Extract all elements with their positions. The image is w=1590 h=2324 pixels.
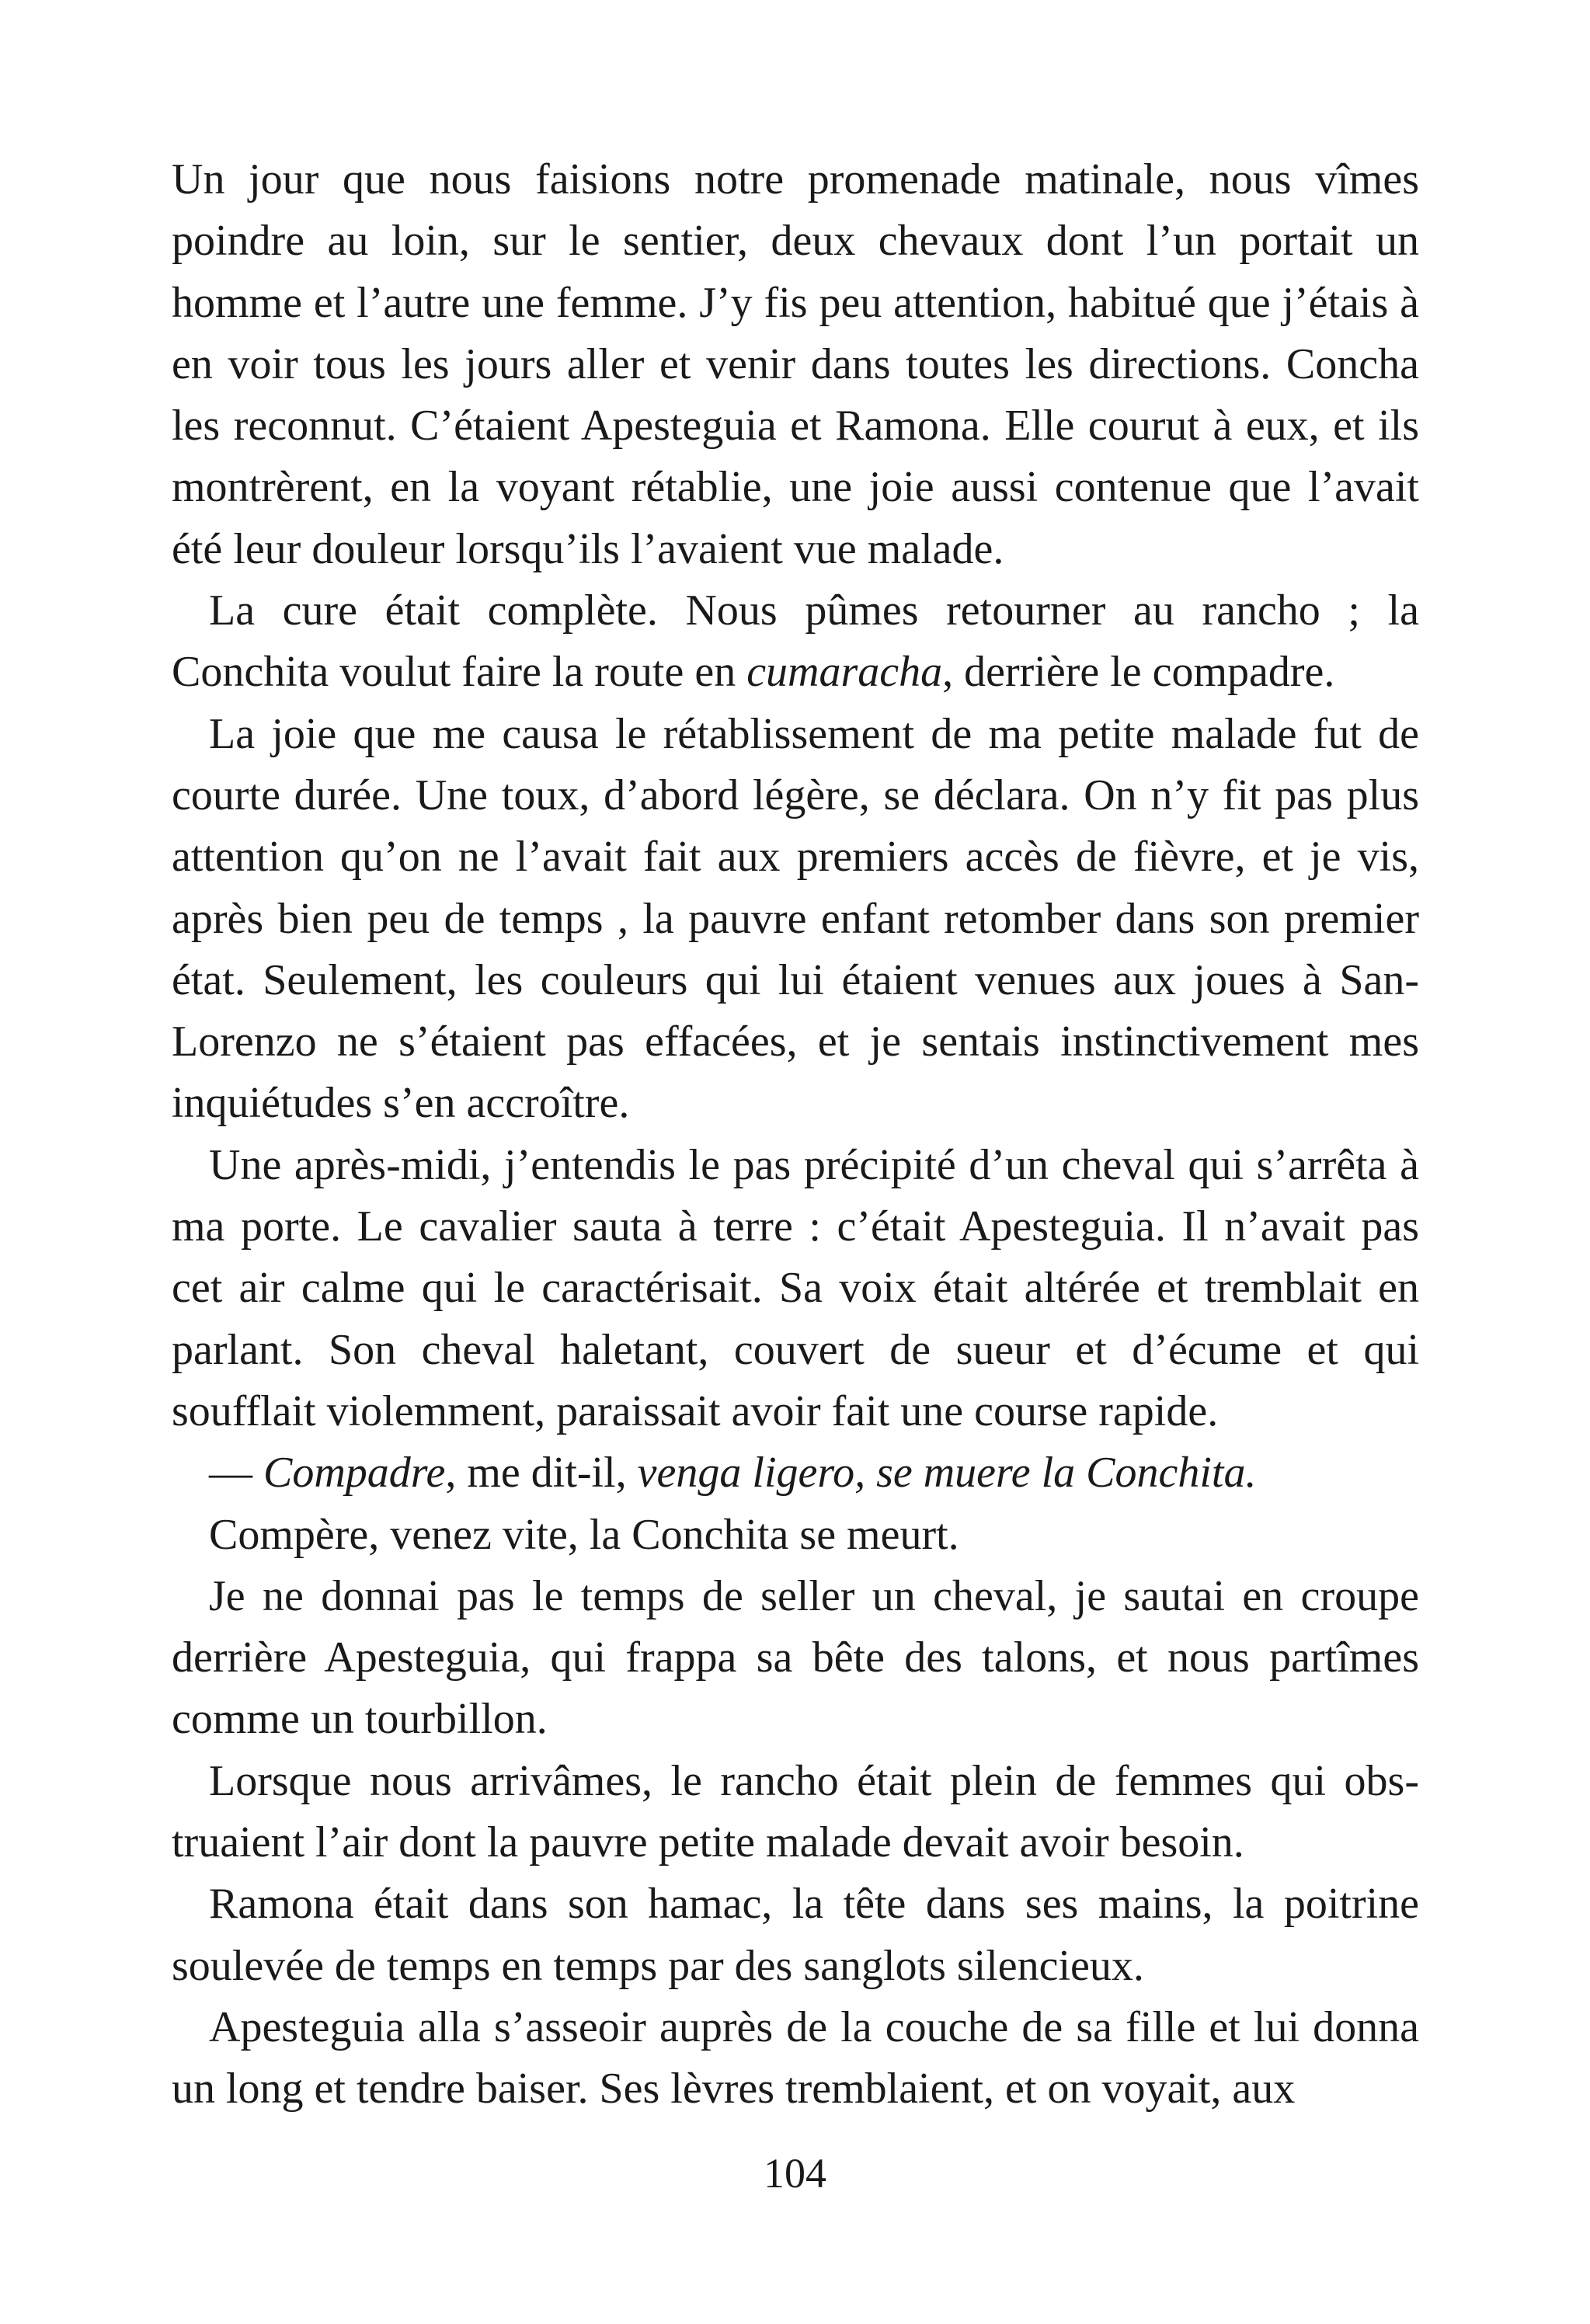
- italic-phrase: Compadre: [263, 1449, 446, 1498]
- text-run: , me dit-il,: [445, 1449, 638, 1498]
- body-text: [172, 149, 1419, 2120]
- text-run: , derrière le compadre.: [942, 648, 1335, 697]
- paragraph-7: [172, 1566, 1419, 1751]
- text-run: Une après-midi, j’entendis le pas précipité d’un cheval qui s’arrêta à ma porte. Le cavalier sauta à terre : c’était Apesteguia. Il n’avait pas cet air calme qui le caractérisait. Sa voix était altérée et tremblait en parlant. Son cheval haletant, couvert de sueur et d’écume et qui soufflait violemment, paraissait avoir fait une course rapide.: [172, 1140, 1419, 1435]
- text-run: La joie que me causa le rétablissement de ma petite malade fut de courte durée. Une toux, d’abord légère, se déclara. On n’y fit pas plus attention qu’on ne l’avait fait aux premiers accès de fièvre, et je vis, après bien peu de temps , la pauvre enfant retomber dans son premier état. Seulement, les couleurs qui lui étaient venues aux joues à San-Lorenzo ne s’étaient pas effacées, et je sentais instinctivement mes inquiétudes s’en accroître.: [172, 709, 1419, 1128]
- paragraph-5-dialogue: [172, 1442, 1419, 1504]
- italic-phrase: cumaracha: [746, 648, 943, 697]
- text-run: Ramona était dans son hamac, la tête dans ses mains, la poitrine soulevée de temps en temps par des sanglots silencieux.: [172, 1880, 1419, 1990]
- text-run: Je ne donnai pas le temps de seller un cheval, je sautai en croupe derrière Apesteguia, qui frappa sa bête des talons, et nous partîmes comme un tourbillon.: [172, 1571, 1419, 1744]
- paragraph-9: [172, 1873, 1419, 1997]
- text-run: —: [209, 1449, 263, 1498]
- paragraph-6-translation: [172, 1505, 1419, 1566]
- text-run: Compère, venez vite, la Conchita se meurt.: [209, 1510, 959, 1559]
- paragraph-10: [172, 1997, 1419, 2120]
- italic-phrase: venga ligero, se muere la Conchita.: [637, 1449, 1257, 1498]
- paragraph-8: [172, 1751, 1419, 1874]
- paragraph-4: [172, 1135, 1419, 1442]
- paragraph-2: [172, 580, 1419, 704]
- paragraph-3: [172, 704, 1419, 1135]
- text-run: La cure était complète. Nous pûmes retourner au rancho ; la Conchita voulut faire la route en: [172, 586, 1419, 697]
- page-number: 104: [764, 2150, 826, 2197]
- text-run: Lorsque nous arrivâmes, le rancho était plein de femmes qui obstruaient l’air dont la pauvre petite malade devait avoir besoin.: [172, 1756, 1419, 1867]
- text-run: Un jour que nous faisions notre promenade matinale, nous vîmes poindre au loin, sur le sentier, deux chevaux dont l’un portait un homme et l’autre une femme. J’y fis peu attention, habitué que j’étais à en voir tous les jours aller et venir dans toutes les directions. Concha les reconnut. C’étaient Apesteguia et Ramona. Elle courut à eux, et ils montrèrent, en la voyant rétablie, une joie aussi contenue que l’avait été leur douleur lorsqu’ils l’avaient vue malade.: [172, 155, 1419, 573]
- text-run: Apesteguia alla s’asseoir auprès de la couche de sa fille et lui donna un long et tendre baiser. Ses lèvres tremblaient, et on voyait, aux: [172, 2002, 1419, 2114]
- paragraph-1: [172, 149, 1419, 580]
